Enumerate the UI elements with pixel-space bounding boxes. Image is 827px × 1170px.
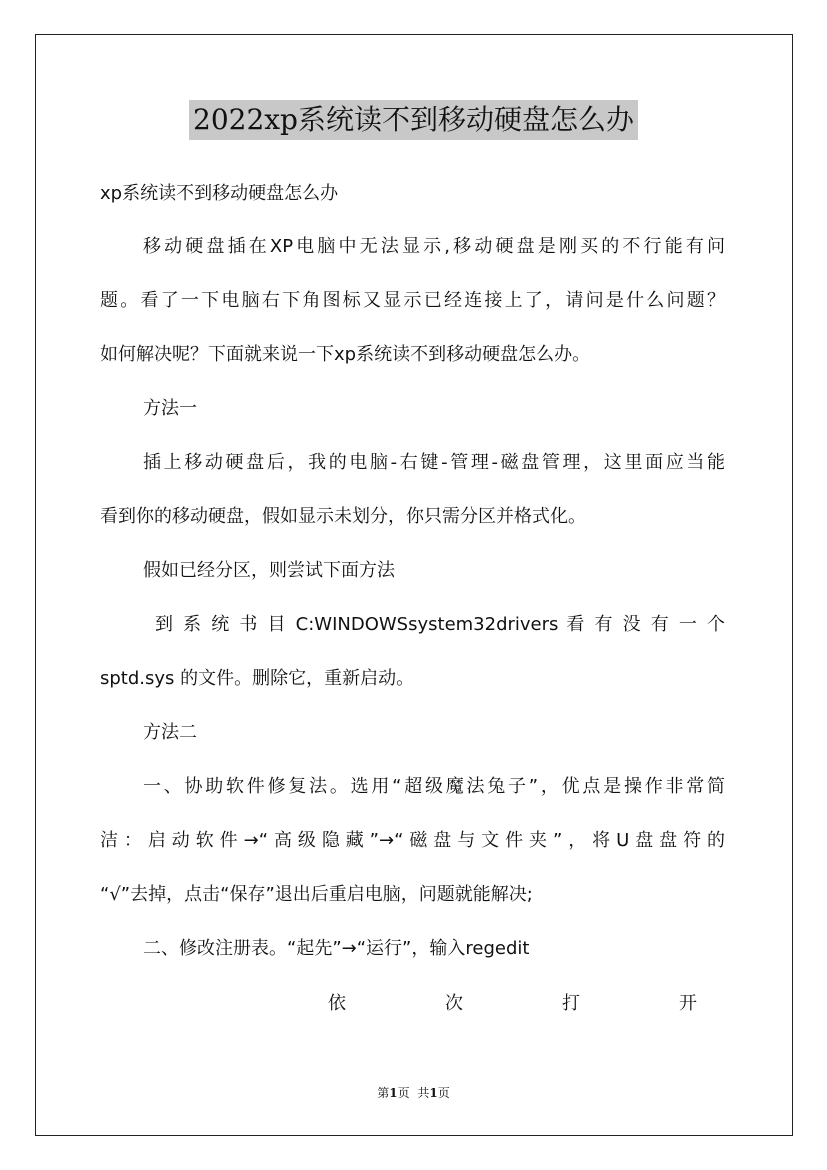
paragraph-line: 看到你的移动硬盘，假如显示未划分，你只需分区并格式化。 (100, 506, 586, 527)
section-heading: 方法二 (143, 722, 197, 743)
paragraph-line: sptd.sys 的文件。删除它，重新启动。 (100, 668, 415, 689)
paragraph-line: 洁：启动软件→“高级隐藏”→“磁盘与文件夹”，将U盘盘符的 (100, 830, 725, 851)
subtitle: xp系统读不到移动硬盘怎么办 (100, 183, 339, 204)
title-block (0, 100, 827, 140)
paragraph-line: 二、修改注册表。“起先”→“运行”，输入regedit (143, 938, 530, 959)
paragraph-line: 一、协助软件修复法。选用“超级魔法兔子”，优点是操作非常简 (143, 776, 725, 797)
spaced-word: 依 (328, 993, 346, 1014)
footer-page-prefix: 第 (377, 1086, 390, 1100)
spaced-word: 开 (679, 993, 697, 1014)
paragraph-line: 到 系 统 书 目 C:WINDOWSsystem32drivers 看 有 没 有 一 个 (155, 614, 725, 635)
paragraph-line: 如何解决呢？下面就来说一下xp系统读不到移动硬盘怎么办。 (100, 344, 591, 365)
paragraph-line: “√”去掉，点击“保存”退出后重启电脑，问题就能解决; (100, 884, 533, 905)
paragraph-line: 插上移动硬盘后，我的电脑-右键-管理-磁盘管理，这里面应当能 (143, 452, 725, 473)
spaced-words-row (300, 992, 725, 1016)
paragraph-line: 题。看了一下电脑右下角图标又显示已经连接上了，请问是什么问题？ (100, 290, 725, 311)
footer-page-mid: 页 (397, 1086, 410, 1100)
section-heading: 方法一 (143, 398, 197, 419)
spaced-word: 打 (562, 993, 580, 1014)
footer-total-prefix: 共 (417, 1086, 430, 1100)
spaced-word: 次 (445, 993, 463, 1014)
footer-total-suffix: 页 (437, 1086, 450, 1100)
footer-total-number: 1 (429, 1086, 438, 1100)
paragraph-line: 假如已经分区，则尝试下面方法 (143, 560, 395, 581)
page-footer (0, 1084, 827, 1101)
footer-page-number: 1 (389, 1086, 398, 1100)
paragraph-line: 移动硬盘插在XP电脑中无法显示,移动硬盘是刚买的不行能有问 (143, 236, 725, 257)
document-title: 2022xp系统读不到移动硬盘怎么办 (189, 100, 638, 140)
